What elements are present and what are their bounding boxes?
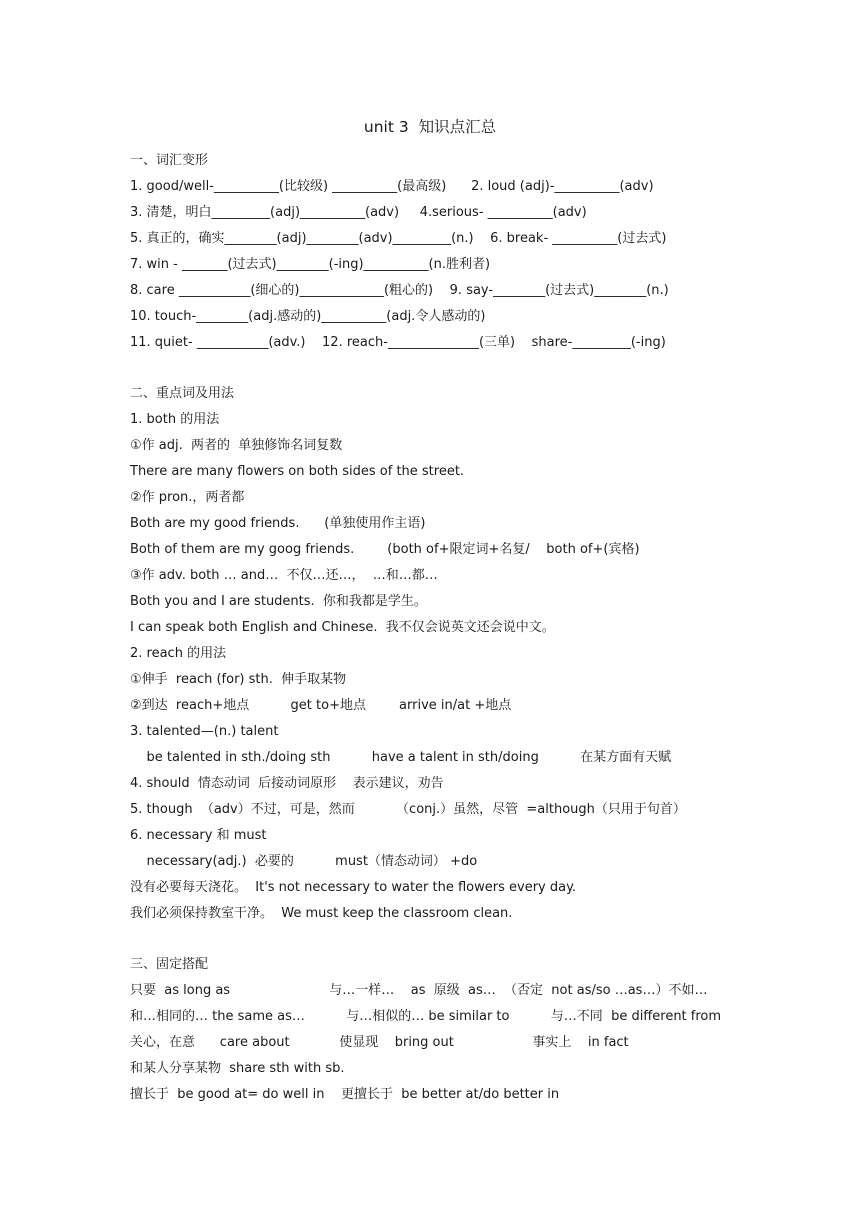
vocab-line: 11. quiet- ___________(adv.) 12. reach-______________(三单) share-_________(-ing) (130, 335, 666, 350)
usage-line: ①伸手 reach (for) sth. 伸手取某物 (130, 672, 347, 687)
usage-line: 5. though （adv）不过，可是，然而 （conj.）虽然，尽管 =although（只用于句首） (130, 802, 686, 817)
section2-heading: 二、重点词及用法 (130, 386, 235, 401)
usage-line: There are many flowers on both sides of the street. (130, 464, 465, 479)
usage-line: 2. reach 的用法 (130, 646, 227, 661)
usage-line: Both you and I are students. 你和我都是学生。 (130, 594, 427, 609)
usage-line: Both are my good friends. (单独使用作主语) (130, 516, 426, 531)
phrase-line: 只要 as long as 与…一样… as 原级 as… （否定 not as/so …as…）不如… (130, 983, 708, 998)
section3-heading: 三、固定搭配 (130, 957, 209, 972)
section1-heading: 一、词汇变形 (130, 153, 209, 168)
usage-line: 4. should 情态动词 后接动词原形 表示建议，劝告 (130, 776, 444, 791)
vocab-line: 1. good/well-__________(比较级) __________(最高级) 2. loud (adj)-__________(adv) (130, 179, 654, 194)
phrase-line: 擅长于 be good at= do well in 更擅长于 be better at/do better in (130, 1087, 560, 1102)
usage-line: 3. talented—(n.) talent (130, 724, 279, 739)
vocab-line: 8. care ___________(细心的)_____________(粗心的) 9. say-________(过去式)________(n.) (130, 283, 669, 298)
usage-line: ①作 adj. 两者的 单独修饰名词复数 (130, 438, 343, 453)
usage-line: Both of them are my goog friends. (both of+限定词+名复/ both of+(宾格) (130, 542, 640, 557)
phrase-line: 和…相同的… the same as… 与…相似的… be similar to 与…不同 be different from (130, 1009, 722, 1024)
usage-line: ③作 adv. both … and… 不仅…还…， …和…都… (130, 568, 438, 583)
usage-line: 没有必要每天浇花。 It's not necessary to water the flowers every day. (130, 880, 577, 895)
usage-line: be talented in sth./doing sth have a talent in sth/doing 在某方面有天赋 (130, 750, 672, 765)
usage-line: 1. both 的用法 (130, 412, 220, 427)
vocab-line: 5. 真正的，确实________(adj)________(adv)_________(n.) 6. break- __________(过去式) (130, 231, 667, 246)
page-title: unit 3 知识点汇总 (363, 118, 497, 136)
vocab-line: 3. 清楚，明白_________(adj)__________(adv) 4.serious- __________(adv) (130, 205, 587, 220)
usage-line: necessary(adj.) 必要的 must（情态动词） +do (130, 854, 478, 869)
usage-line: I can speak both English and Chinese. 我不仅会说英文还会说中文。 (130, 620, 555, 635)
usage-line: ②作 pron.，两者都 (130, 490, 245, 505)
usage-line: ②到达 reach+地点 get to+地点 arrive in/at +地点 (130, 698, 512, 713)
phrase-line: 和某人分享某物 share sth with sb. (130, 1061, 345, 1076)
usage-line: 我们必须保持教室干净。 We must keep the classroom clean. (130, 906, 513, 921)
vocab-line: 7. win - _______(过去式)________(-ing)__________(n.胜利者) (130, 257, 491, 272)
usage-line: 6. necessary 和 must (130, 828, 267, 843)
phrase-line: 关心，在意 care about 使显现 bring out 事实上 in fact (130, 1035, 629, 1050)
vocab-line: 10. touch-________(adj.感动的)__________(adj.令人感动的) (130, 309, 486, 324)
